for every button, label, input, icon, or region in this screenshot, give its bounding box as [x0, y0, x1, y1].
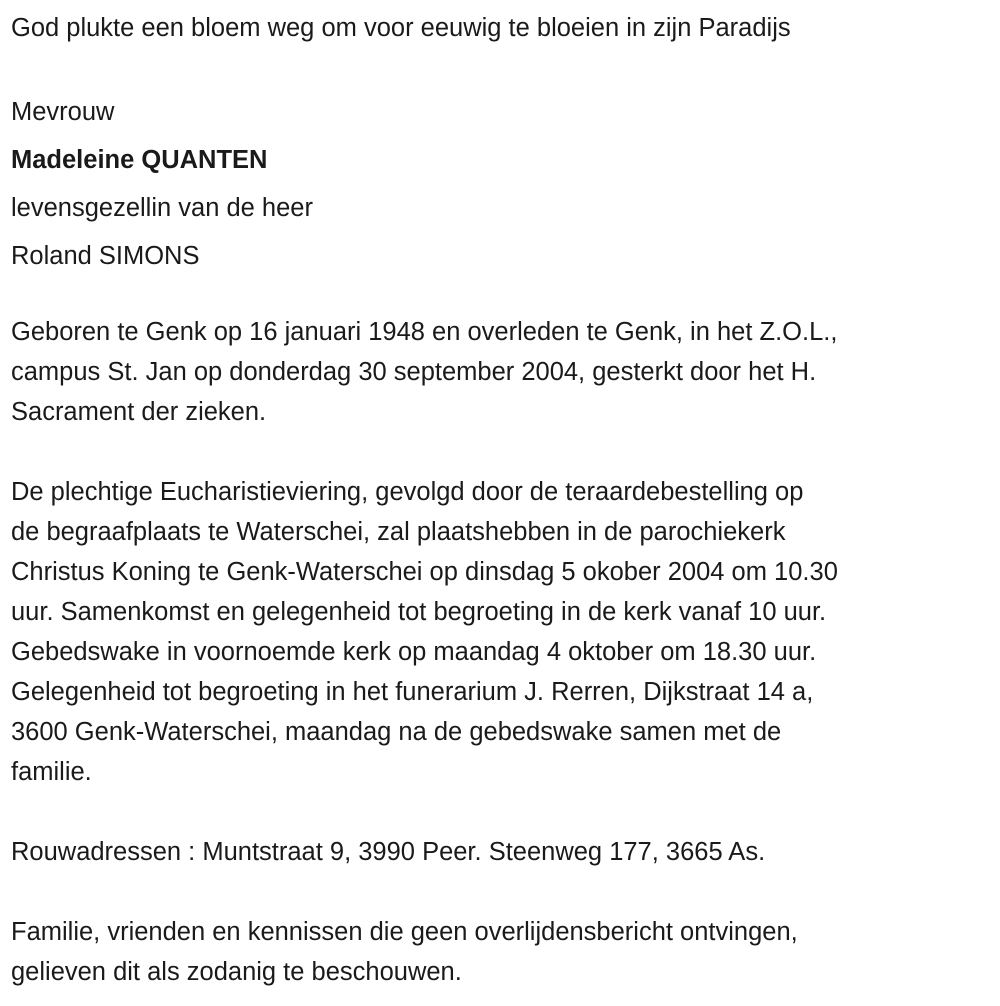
spacer: [11, 48, 1000, 88]
spacer: [11, 792, 1000, 832]
paragraph-line: Geboren te Genk op 16 januari 1948 en overleden te Genk, in het Z.O.L.,: [11, 318, 838, 346]
paragraph-line: Gelegenheid tot begroeting in het funerarium J. Rerren, Dijkstraat 14 a,: [11, 678, 814, 706]
partner-name: Roland SIMONS: [11, 242, 200, 270]
mourning-addresses: Rouwadressen : Muntstraat 9, 3990 Peer. Steenweg 177, 3665 As.: [11, 838, 766, 866]
ceremony-paragraph: [11, 472, 1000, 792]
paragraph-line: de begraafplaats te Waterschei, zal plaatshebben in de parochiekerk: [11, 518, 786, 546]
spacer: [11, 280, 1000, 312]
paragraph-line: campus St. Jan op donderdag 30 september 2004, gesterkt door het H.: [11, 358, 817, 386]
paragraph-line: Familie, vrienden en kennissen die geen overlijdensbericht ontvingen,: [11, 918, 798, 946]
relation: levensgezellin van de heer: [11, 194, 313, 222]
motto: God plukte een bloem weg om voor eeuwig te bloeien in zijn Paradijs: [11, 14, 791, 42]
paragraph-line: 3600 Genk-Waterschei, maandag na de gebedswake samen met de: [11, 718, 782, 746]
paragraph-line: De plechtige Eucharistieviering, gevolgd door de teraardebestelling op: [11, 478, 804, 506]
birth-death-paragraph: [11, 312, 1000, 432]
paragraph-line: Gebedswake in voornoemde kerk op maandag 4 oktober om 18.30 uur.: [11, 638, 817, 666]
paragraph-line: uur. Samenkomst en gelegenheid tot begroeting in de kerk vanaf 10 uur.: [11, 598, 827, 626]
spacer: [11, 872, 1000, 912]
spacer: [11, 432, 1000, 472]
paragraph-line: Sacrament der zieken.: [11, 398, 267, 426]
deceased-name: Madeleine QUANTEN: [11, 146, 268, 174]
paragraph-line: familie.: [11, 758, 92, 786]
closing-paragraph: [11, 912, 1000, 992]
paragraph-line: Christus Koning te Genk-Waterschei op dinsdag 5 okober 2004 om 10.30: [11, 558, 838, 586]
paragraph-line: gelieven dit als zodanig te beschouwen.: [11, 958, 462, 986]
title: Mevrouw: [11, 98, 115, 126]
